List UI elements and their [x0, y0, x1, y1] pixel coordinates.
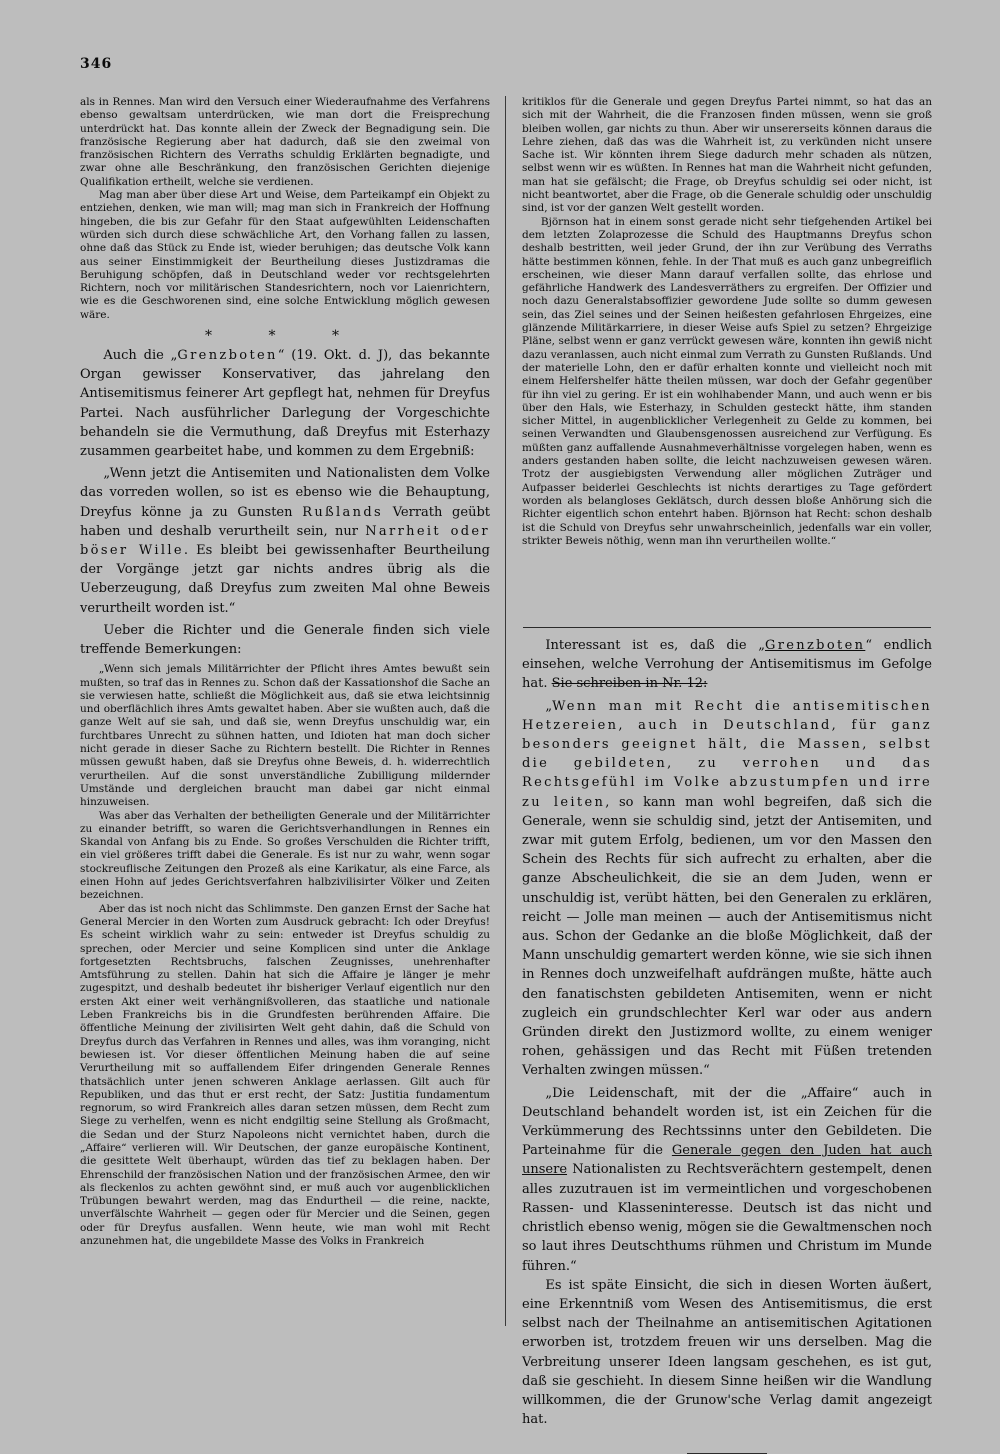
- right-paragraph-5: [522, 1084, 932, 1276]
- narrheit-spaced: Narrheit oder böser Wille: [80, 523, 490, 559]
- text-span: Verrath geübt haben und deshalb verurtheilt sein, nur: [80, 504, 490, 539]
- page-number: 346: [80, 56, 113, 72]
- text-span: „Wenn jetzt die Antisemiten und Nationalisten dem Volke das vorreden wollen, so ist es ebenso wie die Behauptung, Dreyfus könne ja zu Gunsten: [80, 466, 490, 520]
- column-divider: [505, 96, 506, 1326]
- left-paragraph-8: Aber das ist noch nicht das Schlimmste. Den ganzen Ernst der Sache hat General Mercier in den Worten zum Ausdruck gebracht: Ich oder Dreyfus! Es scheint wirklich wahr zu sein: entweder ist Dreyfus schuldig zu sprechen, oder Mercier und seine Komplicen sind unter die Anklage fortgesetzten Rechtsbruchs, falschen Zeugnisses, unehrenhafter Amtsführung zu stellen. Dahin hat sich die Affaire je länger je mehr zugespitzt, und deshalb bedeutet ihr bisheriger Verlauf eigentlich nur den ersten Akt einer weit verhängnißvolleren, das staatliche und nationale Leben Frankreichs bis in die Grundfesten berührenden Affaire. Die öffentliche Meinung der zivilisirten Welt geht dahin, daß die Schuld von Dreyfus durch das Verfahren in Rennes und alles, was ihm voranging, nicht bewiesen ist. Vor dieser öffentlichen Meinung haben die auf seine Verurtheilung mit so auffallendem Eifer dringenden Generale Rennes thatsächlich unter jenen schweren Anklage aerlassen. Gilt auch für Republiken, und das thut er erst recht, der Satz: Justitia fundamentum regnorum, so wird Frankreich alles daran setzen müssen, dem Recht zum Siege zu verhelfen, wenn es nicht endgiltig seine Stellung als Großmacht, die Sedan und der Sturz Napoleons nicht vernichtet haben, durch die „Affaire“ verlieren will. Wir Deutschen, der ganze europäische Kontinent, die gesittete Welt überhaupt, würden das tief zu beklagen haben. Der Ehrenschild der französischen Nation und der französischen Armee, den wir als fleckenlos zu achten gewöhnt sind, er muß auch vor augenblicklichen Trübungen bewahrt werden, mag das Endurtheil — die reine, nackte, unverfälschte Wahrheit — gegen oder für Mercier und die Seinen, gegen oder für Dreyfus ausfallen. Wenn heute, wie man wohl mit Recht anzunehmen hat, die ungebildete Masse des Volks in Frankreich: [80, 902, 490, 1248]
- text-span: “ (19. Okt. d. J), das bekannte Organ gewisser Konservativer, das jahrelang den Antisemitismus feinerer Art gepflegt hat, nehmen für Dreyfus Partei. Nach ausführlicher Darlegung der Vorgeschichte behandeln sie die Vermuthung, daß Dreyfus mit Esterhazy zusammen gearbeitet habe, und kommen zu dem Ergebniß:: [80, 348, 491, 460]
- horizontal-rule: [523, 627, 931, 628]
- text-span: Auch die „: [103, 348, 178, 364]
- right-paragraph-2: Björnson hat in einem sonst gerade nicht sehr tiefgehenden Artikel bei dem letzten Zolaprozesse die Schuld des Hauptmanns Dreyfus schon deshalb bestritten, weil jeder Grund, der ihn zur Verübung des Verraths hätte bestimmen können, fehle. In der That muß es auch ganz unbegreiflich erscheinen, wie dieser Mann darauf verfallen sollte, das ehrlose und gefährliche Handwerk des Landesverräthers zu ergreifen. Der Offizier und noch dazu Generalstabsoffizier gewordene Jude sollte so dumm gewesen sein, das Ziel seines und der Seinen heißesten gefahrlosen Ehrgeizes, eine glänzende Militärkarriere, in dieser Weise aufs Spiel zu setzen? Ehrgeizige Pläne, selbst wenn er ganz verrückt gewesen wäre, konnten ihn gewiß nicht dazu veranlassen, auch nicht einmal zum Verrath zu Gunsten Rußlands. Und der materielle Lohn, den er dafür erhalten konnte und vielleicht noch mit einem Helfershelfer hätte theilen müssen, war doch der Gefahr gegenüber für ihn viel zu gering. Er ist ein wohlhabender Mann, und auch wenn er bis über den Hals, wie Esterhazy, in Schulden gesteckt hätte, ihm standen sicher Mittel, in augenblicklicher Verlegenheit zu Gelde zu kommen, bei seinen Verwandten und Glaubensgenossen ausreichend zur Verfügung. Es müßten ganz auffallende Ausnahmeverhältnisse vorgelegen haben, wenn es anders gestanden haben sollte, die leicht nachzuweisen gewesen wären. Trotz der ausgiebigsten Verwendung aller möglichen Zuträger und Aufpasser beiderlei Geschlechts ist nichts derartiges zu Tage gefördert worden als belangloses Geklätsch, durch dessen bloße Anhörung sich die Richter eigentlich schon entehrt haben. Björnson hat Recht: schon deshalb ist die Schuld von Dreyfus sehr unwahrscheinlich, jedenfalls war ein voller, strikter Beweis nöthig, wenn man ihn verurtheilen wollte.“: [522, 215, 932, 547]
- text-span: „Die Leidenschaft, mit der die „Affaire“ auch in Deutschland behandelt worden ist, ist ein Zeichen für die Verkümmerung des Rechtssinns unter den Gebildeten. Die Parteinahme für die: [522, 1085, 932, 1159]
- left-paragraph-2: Mag man aber über diese Art und Weise, dem Parteikampf ein Objekt zu entziehen, denken, wie man will; mag man sich in Frankreich der Hoffnung hingeben, die bis zur Gefahr für den Staat aufgewühlten Leidenschaften würden sich durch diese schwächliche Art, den Vorhang fallen zu lassen, ohne daß das Stück zu Ende ist, wieder beruhigen; das deutsche Volk kann aus seiner Einstimmigkeit der Beurtheilung dieses Justizdramas die Beruhigung schöpfen, daß in Deutschland weder vor rechtsgelehrten Richtern, noch vor militärischen Standesrichtern, noch vor Laienrichtern, wie es die Geschworenen sind, eine solche Entwicklung möglich gewesen wäre.: [80, 189, 490, 321]
- text-span: Interessant ist es, daß die „: [545, 638, 765, 653]
- grenzboten-spaced: Grenzboten: [177, 348, 278, 364]
- section-separator: * * *: [205, 328, 365, 345]
- text-span: „: [545, 698, 553, 714]
- underlined-text: Generale gegen den Juden hat auch unsere: [522, 1143, 933, 1178]
- spaced-emphasis: Wenn man mit Recht die antisemitischen Hetzereien, auch in Deutschland, für ganz besonders geeignet hält, die Massen, selbst die gebildeten, zu verrohen und das Rechtsgefühl im Volke abzustumpfen und irre zu leiten: [522, 698, 932, 810]
- left-paragraph-5: Ueber die Richter und die Generale finden sich viele treffende Bemerkungen:: [80, 622, 490, 658]
- left-paragraph-6: „Wenn sich jemals Militärrichter der Pflicht ihres Amtes bewußt sein mußten, so traf das in Rennes zu. Schon daß der Kassationshof die Sache an sie verwiesen hatte, schließt die Möglichkeit aus, daß sie etwa leichtsinnig und oberflächlich ihres Amts gewaltet haben. Aber sie wußten auch, daß die ganze Welt auf sie sah, und daß sie, wenn Dreyfus unschuldig war, ein furchtbares Unrecht zu sühnen hatten, und Idioten hat man doch sicher nicht gerade in dieser Sache zu Richtern bestellt. Die Richter in Rennes müssen gewußt haben, daß sie Dreyfus ohne Beweis, d. h. widerrechtlich verurtheilen. Auf die sonst unverständliche Zubilligung mildernder Umstände und dergleichen braucht man dabei gar nicht einmal hinzuweisen.: [80, 663, 490, 809]
- struck-text: Sie schreiben in Nr. 12:: [551, 676, 708, 692]
- left-paragraph-3: [80, 346, 490, 461]
- right-paragraph-6: Es ist späte Einsicht, die sich in diesen Worten äußert, eine Erkenntniß vom Wesen des Antisemitismus, die erst selbst nach der Theilnahme an antisemitischen Agitationen erworben ist, trotzdem freuen wir uns derselben. Mag die Verbreitung unserer Ideen langsam geschehen, es ist gut, daß sie geschieht. In diesem Sinne heißen wir die Wandlung willkommen, die der Grunow'sche Verlag damit angezeigt hat.: [522, 1277, 932, 1428]
- text-span: . Es bleibt bei gewissenhafter Beurtheilung der Vorgänge jetzt gar nichts andres übrig als die Ueberzeugung, daß Dreyfus zum zweiten Mal ohne Beweis verurtheilt worden ist.“: [80, 543, 490, 616]
- right-column: [522, 96, 932, 548]
- text-span: Nationalisten zu Rechtsverächtern gestempelt, denen alles zuzutrauen ist im vermeintlichen und vorgeschobenen Rassen- und Klasseninteresse. Deutsch ist das nicht und christlich ebenso wenig, mögen sie die Gewaltmenschen noch so laut ihres Deutschthums rühmen und Christum im Munde führen.“: [522, 1162, 932, 1274]
- right-paragraph-1: kritiklos für die Generale und gegen Dreyfus Partei nimmt, so hat das an sich mit der Wahrheit, die die Franzosen finden müssen, wenn sie groß bleiben wollen, gar nichts zu thun. Aber wir unsererseits können daraus die Lehre ziehen, daß das was die Wahrheit ist, zu verkünden nicht unsere Sache ist. Wir könnten ihrem Siege dadurch mehr schaden als nützen, selbst wenn wir es wüßten. In Rennes hat man die Wahrheit nicht gefunden, man hat sie gefälscht; die Frage, ob Dreyfus schuldig sei oder nicht, ist nicht beantwortet, aber die Frage, ob die Generale schuldig oder unschuldig sind, ist vor der ganzen Welt gestellt worden.: [522, 96, 932, 215]
- text-span: , so kann man wohl begreifen, daß sich die Generale, wenn sie schuldig sind, jetzt der Antisemiten, und zwar mit gutem Erfolg, bedienen, um vor den Massen den Schein des Rechts für sich aufrecht zu erhalten, aber die ganze Abscheulichkeit, die sie an dem Juden, wenn er unschuldig ist, verübt hätten, bei den Generalen zu erklären, reicht — Jolle man meinen — auch der Antisemitismus nicht aus. Schon der Gedanke an die bloße Möglichkeit, daß der Mann unschuldig gemartert werden könne, wie sie sich ihnen in Rennes doch unzweifelhaft aufdrängen mußte, hätte auch den fanatischsten gebildeten Antisemiten, wenn er nicht zugleich ein grundschlechter Kerl war oder aus andern Gründen direkt den Justizmord wollte, zu einem weniger rohen, gehässigen und das Recht mit Füßen tretenden Verhalten zwingen müssen.“: [522, 794, 932, 1079]
- left-paragraph-4: [80, 464, 490, 618]
- left-paragraph-7: Was aber das Verhalten der betheiligten Generale und der Militärrichter zu einander betrifft, so waren die Gerichtsverhandlungen in Rennes ein Skandal von Anfang bis zu Ende. So großes Verschulden die Richter trifft, ein viel größeres trifft dabei die Generale. Es ist nur zu wahr, wenn sogar stockreuflische Zeitungen den Prozeß als eine Karikatur, als eine Farce, als einen Hohn auf jedes Gerichtsverfahren halbzivilisirter Völker und Zeiten bezeichnen.: [80, 809, 490, 902]
- right-column-lower: [522, 636, 932, 1454]
- right-paragraph-3: [522, 636, 932, 694]
- right-paragraph-4: [522, 697, 932, 1081]
- left-paragraph-1: als in Rennes. Man wird den Versuch einer Wiederaufnahme des Verfahrens ebenso gewaltsam unterdrücken, wie man dort die Freisprechung unterdrückt hat. Das konnte allein der Zweck der Begnadigung sein. Die französische Regierung aber hat dadurch, daß sie den zweimal von französischen Richtern des Verraths schuldig Erklärten begnadigte, und zwar ohne alle Beschränkung, den französischen Gerichten diejenige Qualifikation ertheilt, welche sie verdienen.: [80, 96, 490, 188]
- russlands-spaced: Rußlands: [302, 504, 384, 520]
- left-column: [80, 96, 490, 1248]
- text-span: “ endlich einsehen, welche Verrohung der Antisemitismus im Gefolge hat.: [522, 638, 932, 692]
- grenzboten-spaced: Grenzboten: [764, 638, 866, 653]
